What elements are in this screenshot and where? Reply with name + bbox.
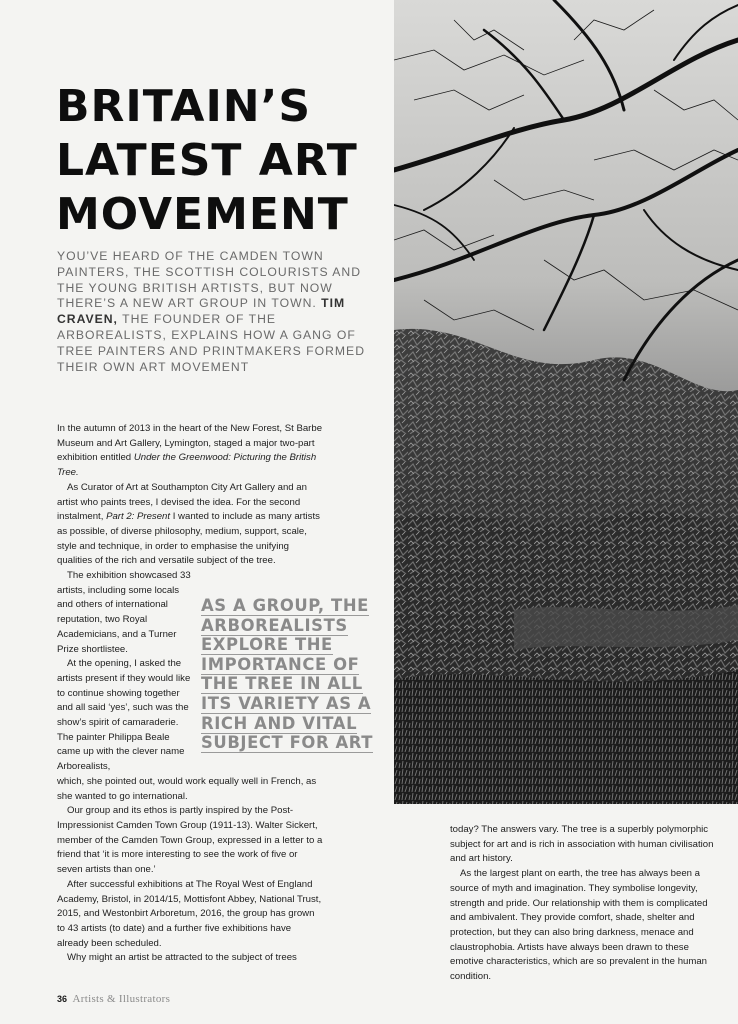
tree-artwork <box>394 0 738 804</box>
exhibition-title: Under the Greenwood: Picturing the British Tree. <box>57 452 317 479</box>
paragraph-continued: which, she pointed out, would work equally well in French, as she wanted to go international. <box>57 775 317 802</box>
paragraph: As Curator of Art at Southampton City Art Gallery and an artist who paints trees, I devised the idea. For the second instalment, <box>57 481 307 523</box>
standfirst <box>57 249 377 375</box>
paragraph-continued: today? The answers vary. The tree is a superbly polymorphic subject for art and is rich in association with human civilisation and art history. <box>450 824 714 865</box>
page-footer <box>57 993 170 1005</box>
standfirst-outro: THE FOUNDER OF THE ARBOREALISTS, EXPLAINS HOW A GANG OF TREE PAINTERS AND PRINTMAKERS FORMED THEIR OWN ART MOVEMENT <box>57 312 365 374</box>
paragraph: In the autumn of 2013 in the heart of the New Forest, St Barbe Museum and Art Gallery, Lymington, staged a major two-part exhibition entitled <box>57 423 323 464</box>
exhibition-part: Part 2: Present <box>106 511 171 523</box>
magazine-name: Artists & Illustrators <box>72 993 171 1005</box>
article-title: BRITAIN’S LATEST ART MOVEMENT <box>56 81 358 240</box>
paragraph: As the largest plant on earth, the tree has always been a source of myth and imagination. They symbolise longevity, strength and pride. Our relationship with them is complicated and ambivalent. They provide comfort, shade, shelter and protection, but they can also bring darkness, menace and claustrophobia. Artists have always been drawn to these emotive characteristics, which are so prevalent in the human condition. <box>450 868 708 983</box>
paragraph: I wanted to include as many artists as possible, of diverse philosophy, medium, support, scale, style and technique, in order to emphasise the unifying qualities of the rich and versatile subject of the tree. <box>57 511 320 567</box>
paragraph: Why might an artist be attracted to the subject of trees <box>67 952 297 964</box>
pull-quote <box>201 596 381 753</box>
paragraph: The exhibition showcased 33 artists, including some locals and others of international reputation, two Royal Academicians, and a Turner Prize shortlistee. <box>57 570 191 655</box>
paragraph: After successful exhibitions at The Royal West of England Academy, Bristol, in 2014/15, Mottisfont Abbey, National Trust, 2015, and Westonbirt Arboretum, 2016, the group has grown to 43 artists (to date) and a further five exhibitions have already been scheduled. <box>57 878 322 949</box>
paragraph: At the opening, I asked the artists present if they would like to continue showing together and all said ‘yes’, such was the show’s spirit of camaraderie. The painter Philippa Beale came up with the clever name Arborealists, <box>57 658 191 773</box>
pull-quote-text: AS A GROUP, THE ARBOREALISTS EXPLORE THE IMPORTANCE OF THE TREE IN ALL ITS VARIETY AS A RICH AND VITAL SUBJECT FOR ART <box>201 596 374 753</box>
standfirst-intro: YOU’VE HEARD OF THE CAMDEN TOWN PAINTERS, THE SCOTTISH COLOURISTS AND THE YOUNG BRITISH ARTISTS, BUT NOW THERE’S A NEW ART GROUP IN TOWN. <box>57 249 362 311</box>
page-number: 36 <box>57 994 68 1004</box>
body-column-right <box>450 823 718 985</box>
paragraph: Our group and its ethos is partly inspired by the Post-Impressionist Camden Town Group (1911-13). Walter Sickert, member of the Camden Town Group, expressed in a letter to a friend that ‘it is more interesting to see the work of five or seven artists than one.’ <box>57 805 323 876</box>
author-name: TIM CRAVEN, <box>57 296 346 327</box>
